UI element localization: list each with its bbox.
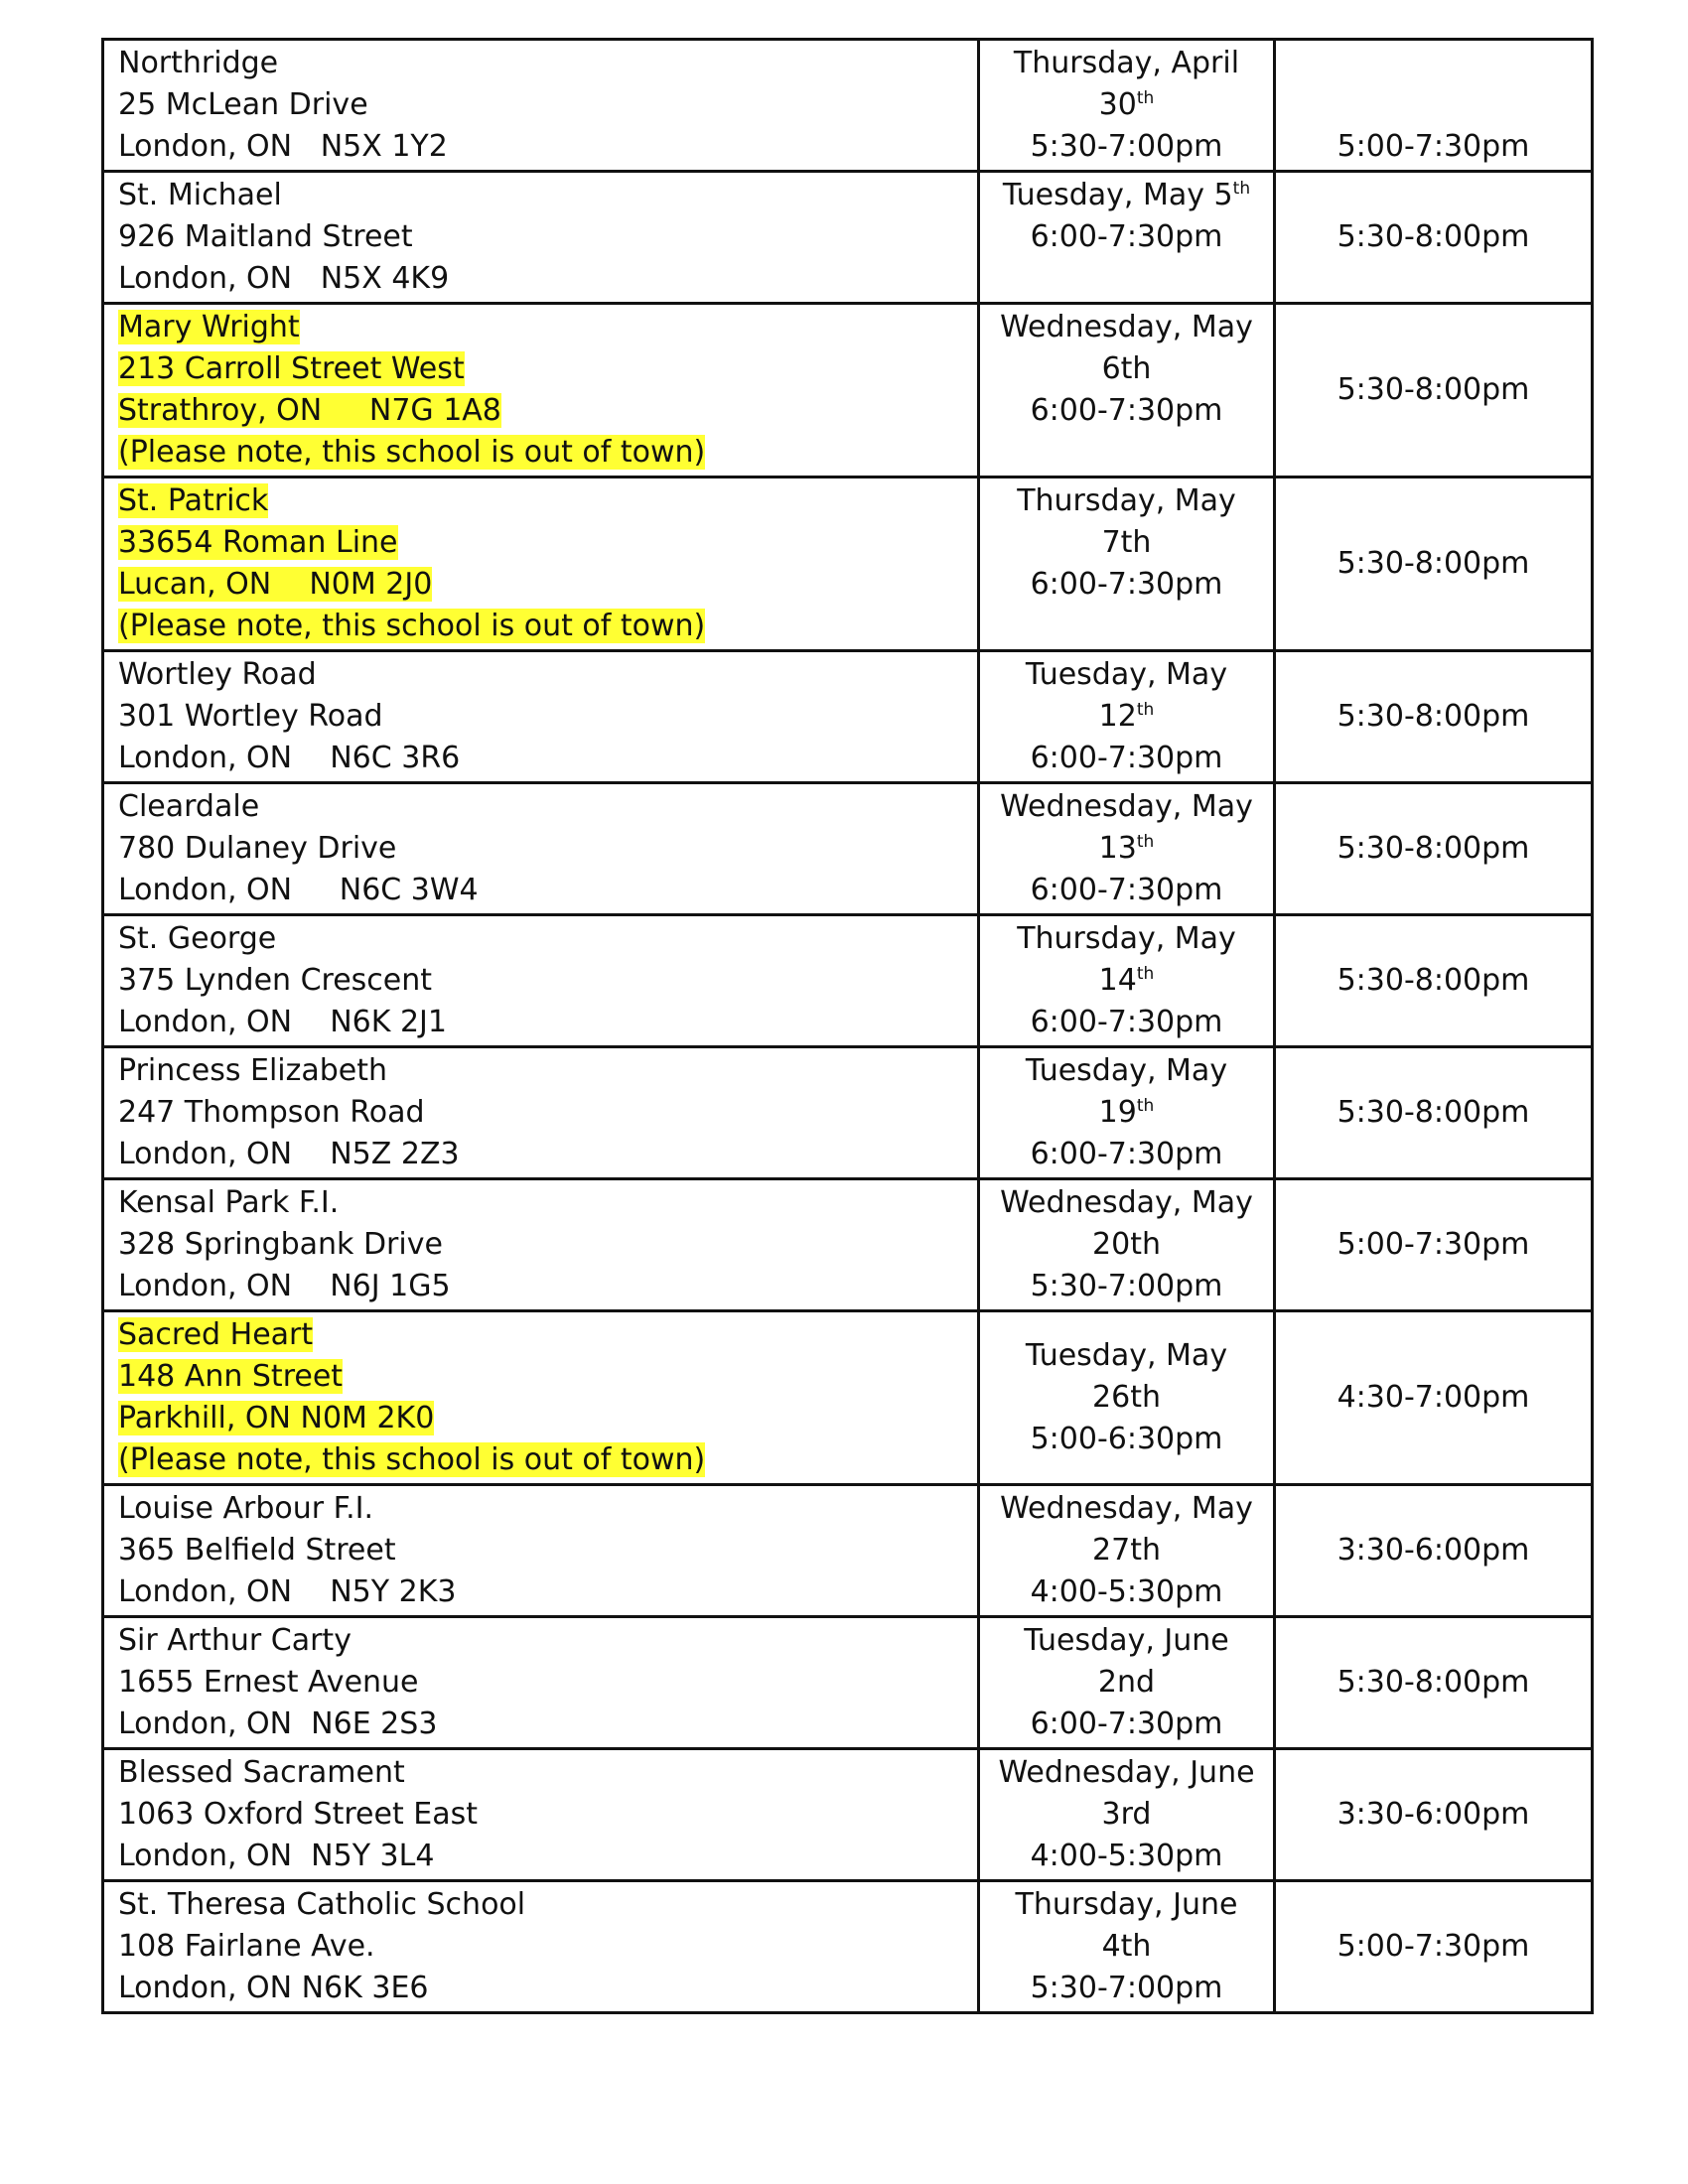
date-day-line: [994, 43, 1259, 84]
school-name: Sacred Heart: [118, 1317, 314, 1352]
date-day-line: [994, 307, 1259, 348]
time-cell: [1275, 1749, 1593, 1881]
school-cell: [103, 1047, 979, 1179]
school-name: Blessed Sacrament: [118, 1755, 405, 1790]
school-cell: [103, 915, 979, 1047]
date-num-line: [994, 348, 1259, 390]
date-number-suffix: th: [1136, 1096, 1155, 1116]
school-cell: [103, 1617, 979, 1749]
time-range: 5:00-7:30pm: [1336, 129, 1530, 164]
table-row: [103, 1047, 1593, 1179]
school-city: London, ON N6K 2J1: [118, 1005, 447, 1039]
date-cell: [979, 1881, 1275, 2013]
time-cell: [1275, 40, 1593, 172]
school-city: London, ON N5Y 3L4: [118, 1839, 435, 1873]
date-day: Tuesday, June: [1024, 1623, 1229, 1658]
time-cell: [1275, 783, 1593, 915]
school-cell: [103, 40, 979, 172]
school-city: London, ON N6E 2S3: [118, 1706, 438, 1741]
table-row: [103, 40, 1593, 172]
date-day: Thursday, April: [1013, 46, 1240, 80]
date-day: Wednesday, June: [998, 1755, 1255, 1790]
date-day: Wednesday, May: [1000, 789, 1253, 824]
date-cell: [979, 651, 1275, 783]
date-day: Tuesday, May 5: [1002, 178, 1233, 212]
date-number: 20th: [1092, 1227, 1161, 1262]
table-row: [103, 1311, 1593, 1485]
school-address: 33654 Roman Line: [118, 525, 398, 560]
school-cell: [103, 1749, 979, 1881]
time-range: 5:30-8:00pm: [1336, 831, 1530, 866]
date-cell: [979, 915, 1275, 1047]
date-num-line: [994, 1530, 1259, 1571]
time-range: 5:30-8:00pm: [1336, 219, 1530, 254]
date-day-line: [994, 1182, 1259, 1224]
school-name: Sir Arthur Carty: [118, 1623, 352, 1658]
date-day: Thursday, June: [1015, 1887, 1238, 1922]
table-row: [103, 1617, 1593, 1749]
time-range: 5:00-7:30pm: [1336, 1929, 1530, 1964]
school-address: 328 Springbank Drive: [118, 1227, 443, 1262]
date-day-line: [994, 1335, 1259, 1377]
date-number-suffix: th: [1136, 964, 1155, 984]
date-time: 6:00-7:30pm: [1030, 219, 1223, 254]
school-address: 108 Fairlane Ave.: [118, 1929, 375, 1964]
schedule-body: [103, 40, 1593, 2013]
school-cell: [103, 478, 979, 651]
out-of-town-note: (Please note, this school is out of town): [118, 435, 706, 470]
school-name: St. George: [118, 921, 277, 956]
school-cell: [103, 172, 979, 304]
school-cell: [103, 1179, 979, 1311]
table-row: [103, 915, 1593, 1047]
school-address: 1655 Ernest Avenue: [118, 1665, 419, 1700]
date-num-line: [994, 84, 1259, 126]
date-num-line: [994, 1224, 1259, 1266]
school-address: 365 Belfield Street: [118, 1533, 396, 1568]
date-number: 26th: [1092, 1380, 1161, 1415]
school-address: 213 Carroll Street West: [118, 351, 465, 386]
date-number: 27th: [1092, 1533, 1161, 1568]
school-address: 25 McLean Drive: [118, 87, 368, 122]
school-cell: [103, 304, 979, 478]
date-day: Wednesday, May: [1000, 1185, 1253, 1220]
time-range: 5:30-8:00pm: [1336, 546, 1530, 581]
table-row: [103, 1179, 1593, 1311]
date-number: 2nd: [1097, 1665, 1156, 1700]
time-range: 5:30-8:00pm: [1336, 1095, 1530, 1130]
school-city: London, ON N5Z 2Z3: [118, 1137, 460, 1171]
time-range: 5:30-8:00pm: [1336, 963, 1530, 998]
school-cell: [103, 1311, 979, 1485]
date-day: Tuesday, May: [1025, 1338, 1228, 1373]
school-name: Wortley Road: [118, 657, 317, 692]
date-day-suffix: th: [1232, 179, 1251, 199]
table-row: [103, 1881, 1593, 2013]
date-num-line: [994, 960, 1259, 1002]
date-day-line: [994, 1050, 1259, 1092]
date-time: 6:00-7:30pm: [1030, 741, 1223, 775]
school-address: 375 Lynden Crescent: [118, 963, 433, 998]
date-number: 7th: [1101, 525, 1152, 560]
date-cell: [979, 1179, 1275, 1311]
school-address: 780 Dulaney Drive: [118, 831, 397, 866]
date-time: 5:00-6:30pm: [1030, 1422, 1223, 1456]
date-day: Wednesday, May: [1000, 1491, 1253, 1526]
date-time: 6:00-7:30pm: [1030, 393, 1223, 428]
school-city: London, ON N6C 3R6: [118, 741, 461, 775]
table-row: [103, 651, 1593, 783]
date-number: 3rd: [1101, 1797, 1152, 1832]
date-cell: [979, 304, 1275, 478]
school-name: St. Patrick: [118, 483, 269, 518]
out-of-town-note: (Please note, this school is out of town): [118, 609, 706, 643]
school-cell: [103, 783, 979, 915]
date-day: Wednesday, May: [1000, 310, 1253, 344]
time-cell: [1275, 1311, 1593, 1485]
school-name: Louise Arbour F.I.: [118, 1491, 374, 1526]
date-cell: [979, 1617, 1275, 1749]
table-row: [103, 172, 1593, 304]
date-number: 14: [1098, 963, 1137, 998]
date-day-line: [994, 175, 1259, 216]
date-num-line: [994, 1926, 1259, 1968]
school-cell: [103, 1485, 979, 1617]
school-cell: [103, 1881, 979, 2013]
time-cell: [1275, 172, 1593, 304]
date-number-suffix: th: [1136, 832, 1155, 852]
date-cell: [979, 1749, 1275, 1881]
time-range: 5:30-8:00pm: [1336, 372, 1530, 407]
time-range: 3:30-6:00pm: [1336, 1533, 1530, 1568]
date-day-line: [994, 1488, 1259, 1530]
school-city: London, ON N6K 3E6: [118, 1971, 429, 2005]
date-cell: [979, 1485, 1275, 1617]
school-name: Cleardale: [118, 789, 260, 824]
school-city: Parkhill, ON N0M 2K0: [118, 1401, 435, 1435]
date-cell: [979, 478, 1275, 651]
time-range: 5:00-7:30pm: [1336, 1227, 1530, 1262]
table-row: [103, 1749, 1593, 1881]
school-address: 301 Wortley Road: [118, 699, 383, 734]
date-cell: [979, 172, 1275, 304]
schedule-table: [101, 38, 1594, 2014]
date-num-line: [994, 522, 1259, 564]
date-number: 4th: [1101, 1929, 1152, 1964]
out-of-town-note: (Please note, this school is out of town): [118, 1442, 706, 1477]
date-number: 6th: [1101, 351, 1152, 386]
date-num-line: [994, 1794, 1259, 1836]
date-cell: [979, 40, 1275, 172]
table-row: [103, 1485, 1593, 1617]
school-city: London, ON N5X 4K9: [118, 261, 450, 296]
date-cell: [979, 1047, 1275, 1179]
date-time: 6:00-7:30pm: [1030, 567, 1223, 602]
date-time: 4:00-5:30pm: [1030, 1574, 1223, 1609]
time-cell: [1275, 1179, 1593, 1311]
date-day-line: [994, 1752, 1259, 1794]
time-range: 4:30-7:00pm: [1336, 1380, 1530, 1415]
time-cell: [1275, 1617, 1593, 1749]
school-name: Princess Elizabeth: [118, 1053, 388, 1088]
school-city: Lucan, ON N0M 2J0: [118, 567, 433, 602]
school-name: Northridge: [118, 46, 279, 80]
table-row: [103, 304, 1593, 478]
date-time: 6:00-7:30pm: [1030, 1005, 1223, 1039]
date-day-line: [994, 918, 1259, 960]
date-num-line: [994, 1662, 1259, 1704]
date-number: 12: [1098, 699, 1137, 734]
school-city: London, ON N6C 3W4: [118, 873, 479, 907]
date-day-line: [994, 480, 1259, 522]
table-row: [103, 783, 1593, 915]
date-day-line: [994, 1884, 1259, 1926]
time-cell: [1275, 1047, 1593, 1179]
date-number-suffix: th: [1136, 700, 1155, 720]
date-day-line: [994, 786, 1259, 828]
school-cell: [103, 651, 979, 783]
time-range: 5:30-8:00pm: [1336, 1665, 1530, 1700]
time-cell: [1275, 1485, 1593, 1617]
date-number: 30: [1098, 87, 1137, 122]
table-row: [103, 478, 1593, 651]
date-cell: [979, 783, 1275, 915]
date-day: Tuesday, May: [1025, 657, 1228, 692]
date-day: Thursday, May: [1017, 921, 1236, 956]
date-time: 6:00-7:30pm: [1030, 873, 1223, 907]
date-day-line: [994, 1620, 1259, 1662]
time-cell: [1275, 651, 1593, 783]
school-city: London, ON N6J 1G5: [118, 1269, 451, 1303]
time-cell: [1275, 1881, 1593, 2013]
time-cell: [1275, 478, 1593, 651]
time-cell: [1275, 304, 1593, 478]
school-city: London, ON N5X 1Y2: [118, 129, 448, 164]
school-name: St. Theresa Catholic School: [118, 1887, 526, 1922]
school-address: 247 Thompson Road: [118, 1095, 425, 1130]
date-time: 4:00-5:30pm: [1030, 1839, 1223, 1873]
school-address: 926 Maitland Street: [118, 219, 413, 254]
date-num-line: [994, 828, 1259, 870]
date-num-line: [994, 1092, 1259, 1134]
date-number: 19: [1098, 1095, 1137, 1130]
date-num-line: [994, 696, 1259, 738]
date-day: Tuesday, May: [1025, 1053, 1228, 1088]
school-city: Strathroy, ON N7G 1A8: [118, 393, 501, 428]
date-time: 5:30-7:00pm: [1030, 129, 1223, 164]
date-time: 6:00-7:30pm: [1030, 1137, 1223, 1171]
date-number-suffix: th: [1136, 88, 1155, 108]
school-address: 1063 Oxford Street East: [118, 1797, 478, 1832]
school-name: Mary Wright: [118, 310, 300, 344]
date-day: Thursday, May: [1017, 483, 1236, 518]
date-day-line: [994, 654, 1259, 696]
date-num-line: [994, 1377, 1259, 1419]
time-cell: [1275, 915, 1593, 1047]
school-city: London, ON N5Y 2K3: [118, 1574, 457, 1609]
date-time: 5:30-7:00pm: [1030, 1269, 1223, 1303]
school-name: Kensal Park F.I.: [118, 1185, 340, 1220]
school-name: St. Michael: [118, 178, 282, 212]
date-time: 6:00-7:30pm: [1030, 1706, 1223, 1741]
time-range: 3:30-6:00pm: [1336, 1797, 1530, 1832]
school-address: 148 Ann Street: [118, 1359, 344, 1394]
date-number: 13: [1098, 831, 1137, 866]
time-range: 5:30-8:00pm: [1336, 699, 1530, 734]
date-cell: [979, 1311, 1275, 1485]
date-time: 5:30-7:00pm: [1030, 1971, 1223, 2005]
